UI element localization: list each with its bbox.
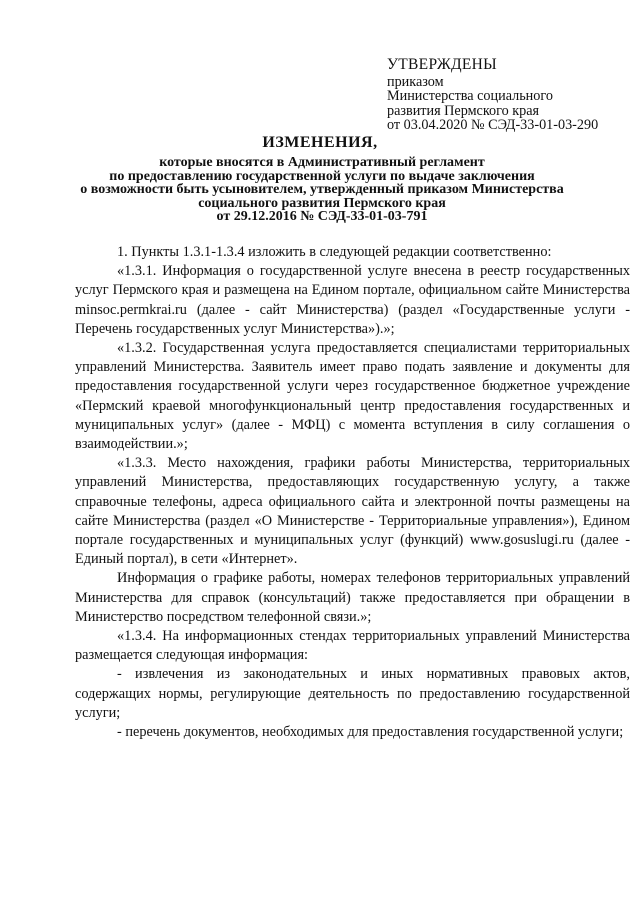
approval-line-order: приказом — [387, 73, 444, 90]
approval-line-region: развития Пермского края — [387, 102, 540, 119]
paragraph-intro: 1. Пункты 1.3.1-1.3.4 изложить в следующей редакции соответственно: — [117, 244, 552, 260]
approval-line-ministry: Министерства социального — [387, 88, 553, 104]
document-title: ИЗМЕНЕНИЯ, — [262, 134, 378, 151]
subtitle-line: о возможности быть усыновителем, утвержденный приказом Министерства — [80, 182, 564, 197]
list-item: - перечень документов, необходимых для предоставления государственной услуги; — [117, 724, 624, 741]
paragraph-1-3-3: «1.3.3. Место нахождения, графики работы Министерства, территориальных управлений Министерства, предоставляющих государственную услугу, а также справочные телефоны, адреса официального сайта и электронной почты размещены на сайте Министерства (раздел «О Министерстве - Территориальные управления»), Едином портале государственных и муниципальных услуг (функций) www.gosuslugi.ru (далее - Единый портал), в сети «Интернет». — [75, 455, 630, 568]
subtitle-line: по предоставлению государственной услуги по выдаче заключения — [109, 168, 535, 184]
approval-line-date: от 03.04.2020 № СЭД-33-01-03-290 — [387, 117, 599, 133]
paragraph-1-3-2: «1.3.2. Государственная услуга предоставляется специалистами территориальных управлений Министерства. Заявитель имеет право подать заявление и документы для предоставления государственной услуги через государственное бюджетное учреждение «Пермский краевой многофункциональный центр предоставления государственных и муниципальных услуг» (далее - МФЦ) с момента вступления в силу соглашения о взаимодействии.»; — [75, 340, 630, 453]
subtitle-line: от 29.12.2016 № СЭД-33-01-03-791 — [216, 209, 428, 224]
subtitle-line: которые вносятся в Административный регламент — [159, 155, 485, 170]
document-subtitle — [20, 156, 624, 224]
document-body — [75, 243, 630, 742]
approval-block — [387, 58, 632, 133]
list-item: - извлечения из законодательных и иных нормативных правовых актов, содержащих нормы, регулирующие деятельность по предоставлению государственной услуги; — [75, 666, 630, 721]
paragraph-1-3-4: «1.3.4. На информационных стендах территориальных управлений Министерства размещается следующая информация: — [75, 628, 630, 664]
approval-heading: УТВЕРЖДЕНЫ — [387, 56, 497, 73]
paragraph-1-3-1: «1.3.1. Информация о государственной услуге внесена в реестр государственных услуг Пермского края и размещена на Едином портале, официальном сайте Министерства minsoc.permkrai.ru (далее - сайт Министерства) (раздел «Государственные услуги - Перечень государственных услуг Министерства»).»; — [75, 263, 630, 337]
subtitle-line: социального развития Пермского края — [198, 195, 446, 211]
paragraph-contacts-info: Информация о графике работы, номерах телефонов территориальных управлений Министерства для справок (консультаций) также предоставляется при обращении в Министерство посредством телефонной связи.»; — [75, 570, 630, 625]
